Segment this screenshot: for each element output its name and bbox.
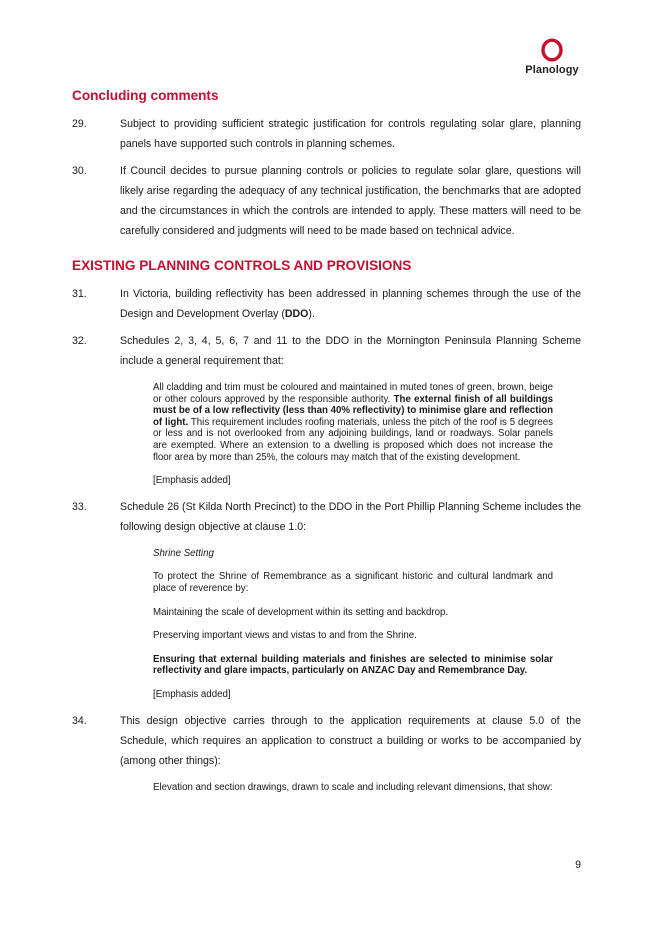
paragraph-29 [72,114,581,154]
paragraph-32 [72,331,581,371]
paragraph-number: 30. [72,165,87,177]
paragraph-number: 33. [72,500,87,513]
quote-line: To protect the Shrine of Remembrance as a significant historic and cultural landmark and place of reverence by: [153,571,553,594]
paragraph-number: 34. [72,714,87,727]
ddo-abbrev: DDO [284,308,309,320]
quote-emphasis: Ensuring that external building materials and finishes are selected to minimise solar reflectivity and glare impacts, particularly on ANZAC Day and Remembrance Day. [153,653,553,677]
quote-title: Shrine Setting [153,547,214,559]
page-number: 9 [575,859,581,871]
paragraph-text: In Victoria, building reflectivity has been addressed in planning schemes through the use of the Design and Development Overlay (DDO). [120,288,581,320]
paragraph-text: This design objective carries through to the application requirements at clause 5.0 of the Schedule, which requires an application to construct a building or works to be accompanied by (among other things): [120,714,581,767]
quote-application-requirements [153,782,553,794]
emphasis-note: [Emphasis added] [153,688,231,700]
paragraph-31 [72,284,581,324]
paragraph-number: 31. [72,288,87,300]
logo-text: Planology [525,64,579,76]
planology-ring-icon [540,37,564,63]
quote-line: Maintaining the scale of development within its setting and backdrop. [153,606,449,618]
paragraph-text: Schedules 2, 3, 4, 5, 6, 7 and 11 to the DDO in the Mornington Peninsula Planning Scheme include a general requirement that: [120,335,581,367]
paragraph-text: If Council decides to pursue planning controls or policies to regulate solar glare, questions will likely arise regarding the adequacy of any technical justification, the benchmarks that are adopted and the circumstances in which the controls are intended to apply. These matters will need to be carefully considered and judgments will need to be made based on technical advice. [120,165,581,237]
paragraph-text: Subject to providing sufficient strategic justification for controls regulating solar glare, planning panels have supported such controls in planning schemes. [120,118,581,150]
document-body [72,86,581,803]
quote-mornington [153,382,553,487]
quote-line: Preserving important views and vistas to and from the Shrine. [153,630,417,642]
quote-port-phillip [153,548,553,701]
planology-logo [520,37,584,76]
heading-existing-planning-controls: EXISTING PLANNING CONTROLS AND PROVISIONS [72,258,412,273]
emphasis-note: [Emphasis added] [153,475,231,487]
paragraph-text: Schedule 26 (St Kilda North Precinct) to the DDO in the Port Phillip Planning Scheme includes the following design objective at clause 1.0: [120,500,581,533]
heading-concluding-comments: Concluding comments [72,88,219,103]
quote-emphasis: The external finish of all buildings must be of a low reflectivity (less than 40% reflectivity) to minimise glare and reflection of light. [153,393,553,428]
quote-text: Elevation and section drawings, drawn to scale and including relevant dimensions, that show: [153,781,553,793]
paragraph-34 [72,711,581,771]
paragraph-33 [72,497,581,537]
paragraph-number: 29. [72,118,87,130]
paragraph-number: 32. [72,335,87,347]
paragraph-30 [72,161,581,241]
quote-text: All cladding and trim must be coloured and maintained in muted tones of green, brown, beige or other colours approved by the responsible authority. The external finish of all buildings must be of a low reflectivity (less than 40% reflectivity) to minimise glare and reflection of light. This requirement includes roofing materials, unless the pitch of the roof is 5 degrees or less and is not overlooked from any adjoining buildings, land or roadways. Solar panels are exempted. Where an extension to a dwelling is proposed which does not increase the floor area by more than 25%, the colours may match that of the existing development. [153,382,553,463]
